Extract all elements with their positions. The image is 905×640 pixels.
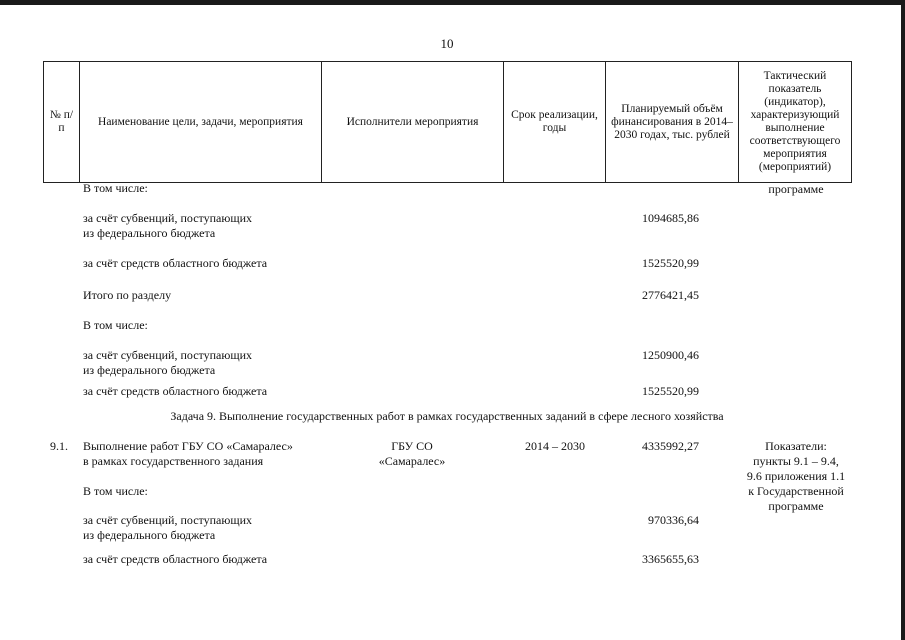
row-label-line2: из федерального бюджета [83, 363, 216, 377]
scan-top-border [0, 0, 905, 5]
item-indicator-line: пункты 9.1 – 9.4, [753, 454, 839, 468]
row-label: за счёт субвенций, поступающих [83, 348, 252, 362]
header-number: № п/п [44, 62, 80, 183]
header-financing: Планируемый объём финансирования в 2014–2030 годах, тыс. рублей [606, 62, 739, 183]
row-value: 1525520,99 [642, 256, 699, 270]
row-value: 1250900,46 [642, 348, 699, 362]
item-name: Выполнение работ ГБУ СО «Самаралес» [83, 439, 293, 453]
header-name: Наименование цели, задачи, мероприятия [80, 62, 322, 183]
page-number: 10 [440, 36, 454, 51]
item-indicator-line: Показатели: [765, 439, 827, 453]
row-label: за счёт средств областного бюджета [83, 552, 268, 566]
item-indicator-line: 9.6 приложения 1.1 [746, 469, 846, 483]
row-label: за счёт субвенций, поступающих [83, 211, 252, 225]
table-header [43, 61, 852, 183]
item-number: 9.1. [50, 439, 68, 453]
row-label: за счёт субвенций, поступающих [83, 513, 252, 527]
scan-right-border [901, 0, 905, 640]
item-indicator-line: программе [768, 499, 824, 513]
task-heading: Задача 9. Выполнение государственных работ в рамках государственных заданий в сфере лесного хозяйства [170, 409, 724, 423]
row-label: В том числе: [83, 318, 148, 332]
item-name-line2: в рамках государственного задания [83, 454, 264, 468]
section-total-label: Итого по разделу [83, 288, 172, 302]
item-term: 2014 – 2030 [525, 439, 585, 453]
item-indicator-line: к Государственной [748, 484, 844, 498]
header-executors: Исполнители мероприятия [322, 62, 504, 183]
item-executor-line2: «Самаралес» [378, 454, 446, 468]
header-term: Срок реализации, годы [504, 62, 606, 183]
row-label: В том числе: [83, 181, 148, 195]
row-label-line2: из федерального бюджета [83, 226, 216, 240]
row-label-line2: из федерального бюджета [83, 528, 216, 542]
row-label: В том числе: [83, 484, 148, 498]
header-indicator: Тактический показатель (индикатор), характеризующий выполнение соответствующего мероприятия (мероприятий) [739, 62, 852, 183]
row-value: 1525520,99 [642, 384, 699, 398]
item-executor: ГБУ СО [391, 439, 433, 453]
row-value: 3365655,63 [642, 552, 699, 566]
row-value: 1094685,86 [642, 211, 699, 225]
row-label: за счёт средств областного бюджета [83, 256, 268, 270]
indicator-continuation: программе [768, 182, 824, 196]
section-total-value: 2776421,45 [642, 288, 699, 302]
row-label: за счёт средств областного бюджета [83, 384, 268, 398]
row-value: 970336,64 [648, 513, 699, 527]
item-value: 4335992,27 [642, 439, 699, 453]
